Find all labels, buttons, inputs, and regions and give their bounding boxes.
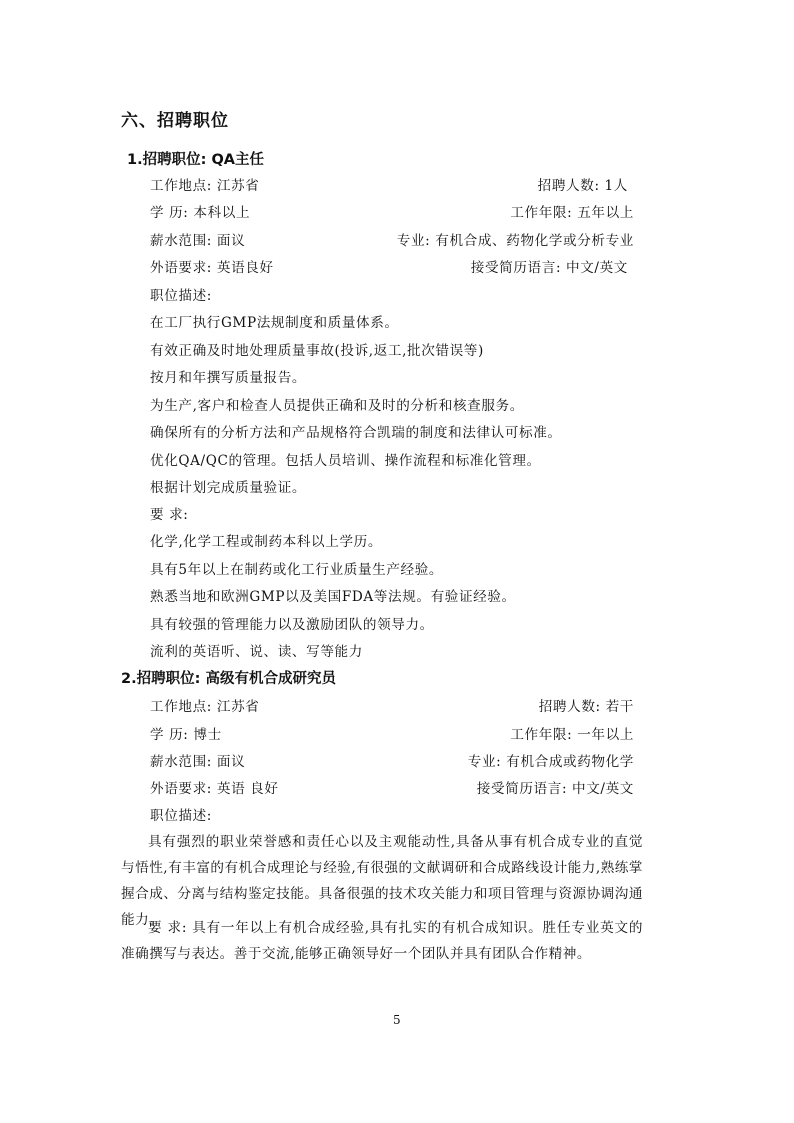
- position-1-title: 1.招聘职位: QA主任: [127, 152, 264, 168]
- position-2-headcount: 招聘人数: 若干: [538, 699, 634, 715]
- desc-item: 根据计划完成质量验证。: [150, 480, 307, 496]
- desc-item: 在工厂执行GMP法规制度和质量体系。: [150, 315, 399, 331]
- position-1-salary: 薪水范围: 面议: [150, 233, 246, 249]
- desc-item: 优化QA/QC的管理。包括人员培训、操作流程和标准化管理。: [150, 453, 541, 469]
- position-1-major: 专业: 有机合成、药物化学或分析专业: [396, 233, 634, 249]
- position-2-location: 工作地点: 江苏省: [150, 699, 260, 715]
- position-1-resume-language: 接受简历语言: 中文/英文: [470, 260, 628, 276]
- position-1-experience: 工作年限: 五年以上: [510, 205, 634, 221]
- page-number: 5: [393, 1013, 401, 1027]
- position-2-language: 外语要求: 英语 良好: [150, 781, 279, 797]
- req-item: 流利的英语听、说、读、写等能力: [150, 644, 363, 660]
- position-2-experience: 工作年限: 一年以上: [510, 727, 634, 743]
- desc-item: 有效正确及时地处理质量事故(投诉,返工,批次错误等): [150, 343, 484, 359]
- req-item: 具有较强的管理能力以及激励团队的领导力。: [150, 617, 434, 633]
- req-item: 熟悉当地和欧洲GMP以及美国FDA等法规。有验证经验。: [150, 589, 516, 605]
- position-1-language: 外语要求: 英语良好: [150, 260, 274, 276]
- req-item: 化学,化学工程或制药本科以上学历。: [150, 534, 383, 550]
- desc-item: 为生产,客户和检查人员提供正确和及时的分析和核查服务。: [150, 398, 524, 414]
- position-2-desc-label: 职位描述:: [150, 808, 212, 824]
- position-1-req-label: 要 求:: [150, 507, 189, 523]
- desc-item: 确保所有的分析方法和产品规格符合凯瑞的制度和法律认可标准。: [150, 425, 562, 441]
- position-1-education: 学 历: 本科以上: [150, 205, 251, 221]
- desc-item: 按月和年撰写质量报告。: [150, 370, 307, 386]
- position-2-resume-language: 接受简历语言: 中文/英文: [476, 781, 634, 797]
- position-2-description: 具有强烈的职业荣誉感和责任心以及主观能动性,具备从事有机合成专业的直觉与悟性,有丰富的有机合成理论与经验,有很强的文献调研和合成路线设计能力,熟练掌握合成、分离与结构鉴定技能。具备很强的技术攻关能力和项目管理与资源协调沟通能力。: [121, 834, 643, 928]
- position-2-title: 2.招聘职位: 高级有机合成研究员: [121, 671, 336, 687]
- position-1-desc-label: 职位描述:: [150, 288, 212, 304]
- section-title: 六、招聘职位: [121, 111, 229, 131]
- position-2-major: 专业: 有机合成或药物化学: [467, 754, 634, 770]
- req-item: 具有5年以上在制药或化工行业质量生产经验。: [150, 562, 444, 578]
- position-2-education: 学 历: 博士: [150, 727, 222, 743]
- position-2-salary: 薪水范围: 面议: [150, 754, 246, 770]
- position-1-location: 工作地点: 江苏省: [150, 178, 260, 194]
- position-1-headcount: 招聘人数: 1人: [537, 178, 628, 194]
- position-2-requirements: 要 求: 具有一年以上有机合成经验,具有扎实的有机合成知识。胜任专业英文的准确撰写与表达。善于交流,能够正确领导好一个团队并具有团队合作精神。: [121, 920, 643, 962]
